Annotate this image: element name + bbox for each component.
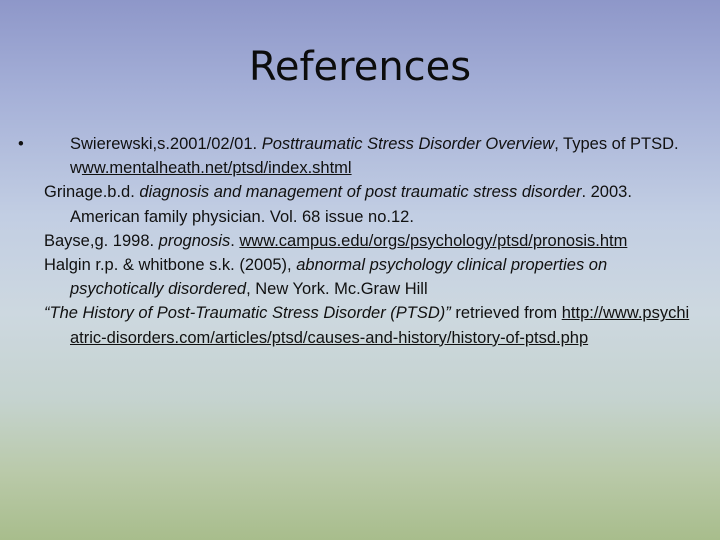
reference-title: diagnosis and management of post traumatic stress disorder [139, 183, 582, 202]
reference-item-bayse [44, 229, 694, 253]
reference-author-date: Swierewski,s.2001/02/01. [70, 135, 262, 153]
reference-title: “The History of Post-Traumatic Stress Disorder (PTSD)” [44, 304, 451, 323]
reference-item-swierewski [18, 132, 694, 180]
bullet-icon: • [18, 135, 24, 153]
reference-link[interactable]: www.campus.edu/orgs/psychology/ptsd/pronosis.htm [239, 231, 628, 250]
reference-title: prognosis [158, 231, 231, 250]
reference-link[interactable]: http://www.psychiatric-disorders.com/articles/ptsd/causes-and-history/history-of-ptsd.php [70, 304, 690, 347]
reference-title: abnormal psychology clinical properties on psychotically disordered [70, 256, 608, 299]
slide-title: References [248, 44, 472, 90]
reference-author-date: Halgin r.p. & whitbone s.k. (2005), [44, 256, 297, 275]
reference-link[interactable]: ww.mentalheath.net/ptsd/index.shtml [81, 159, 352, 178]
reference-item-halgin [44, 253, 694, 301]
reference-details: , New York. Mc.Graw Hill [246, 280, 428, 299]
reference-item-ptsd-history [44, 301, 694, 349]
reference-author-date: Bayse,g. 1998. [44, 231, 159, 250]
reference-details: , Types of PTSD. w [70, 135, 679, 178]
reference-author-date: Grinage.b.d. [44, 183, 140, 202]
reference-title: Posttraumatic Stress Disorder Overview [261, 135, 555, 153]
references-list [18, 132, 694, 350]
reference-details: . 2003. American family physician. Vol. 68 issue no.12. [70, 183, 632, 226]
reference-details: retrieved from [450, 304, 562, 323]
reference-details: . [230, 231, 240, 250]
reference-item-grinage [44, 180, 694, 228]
